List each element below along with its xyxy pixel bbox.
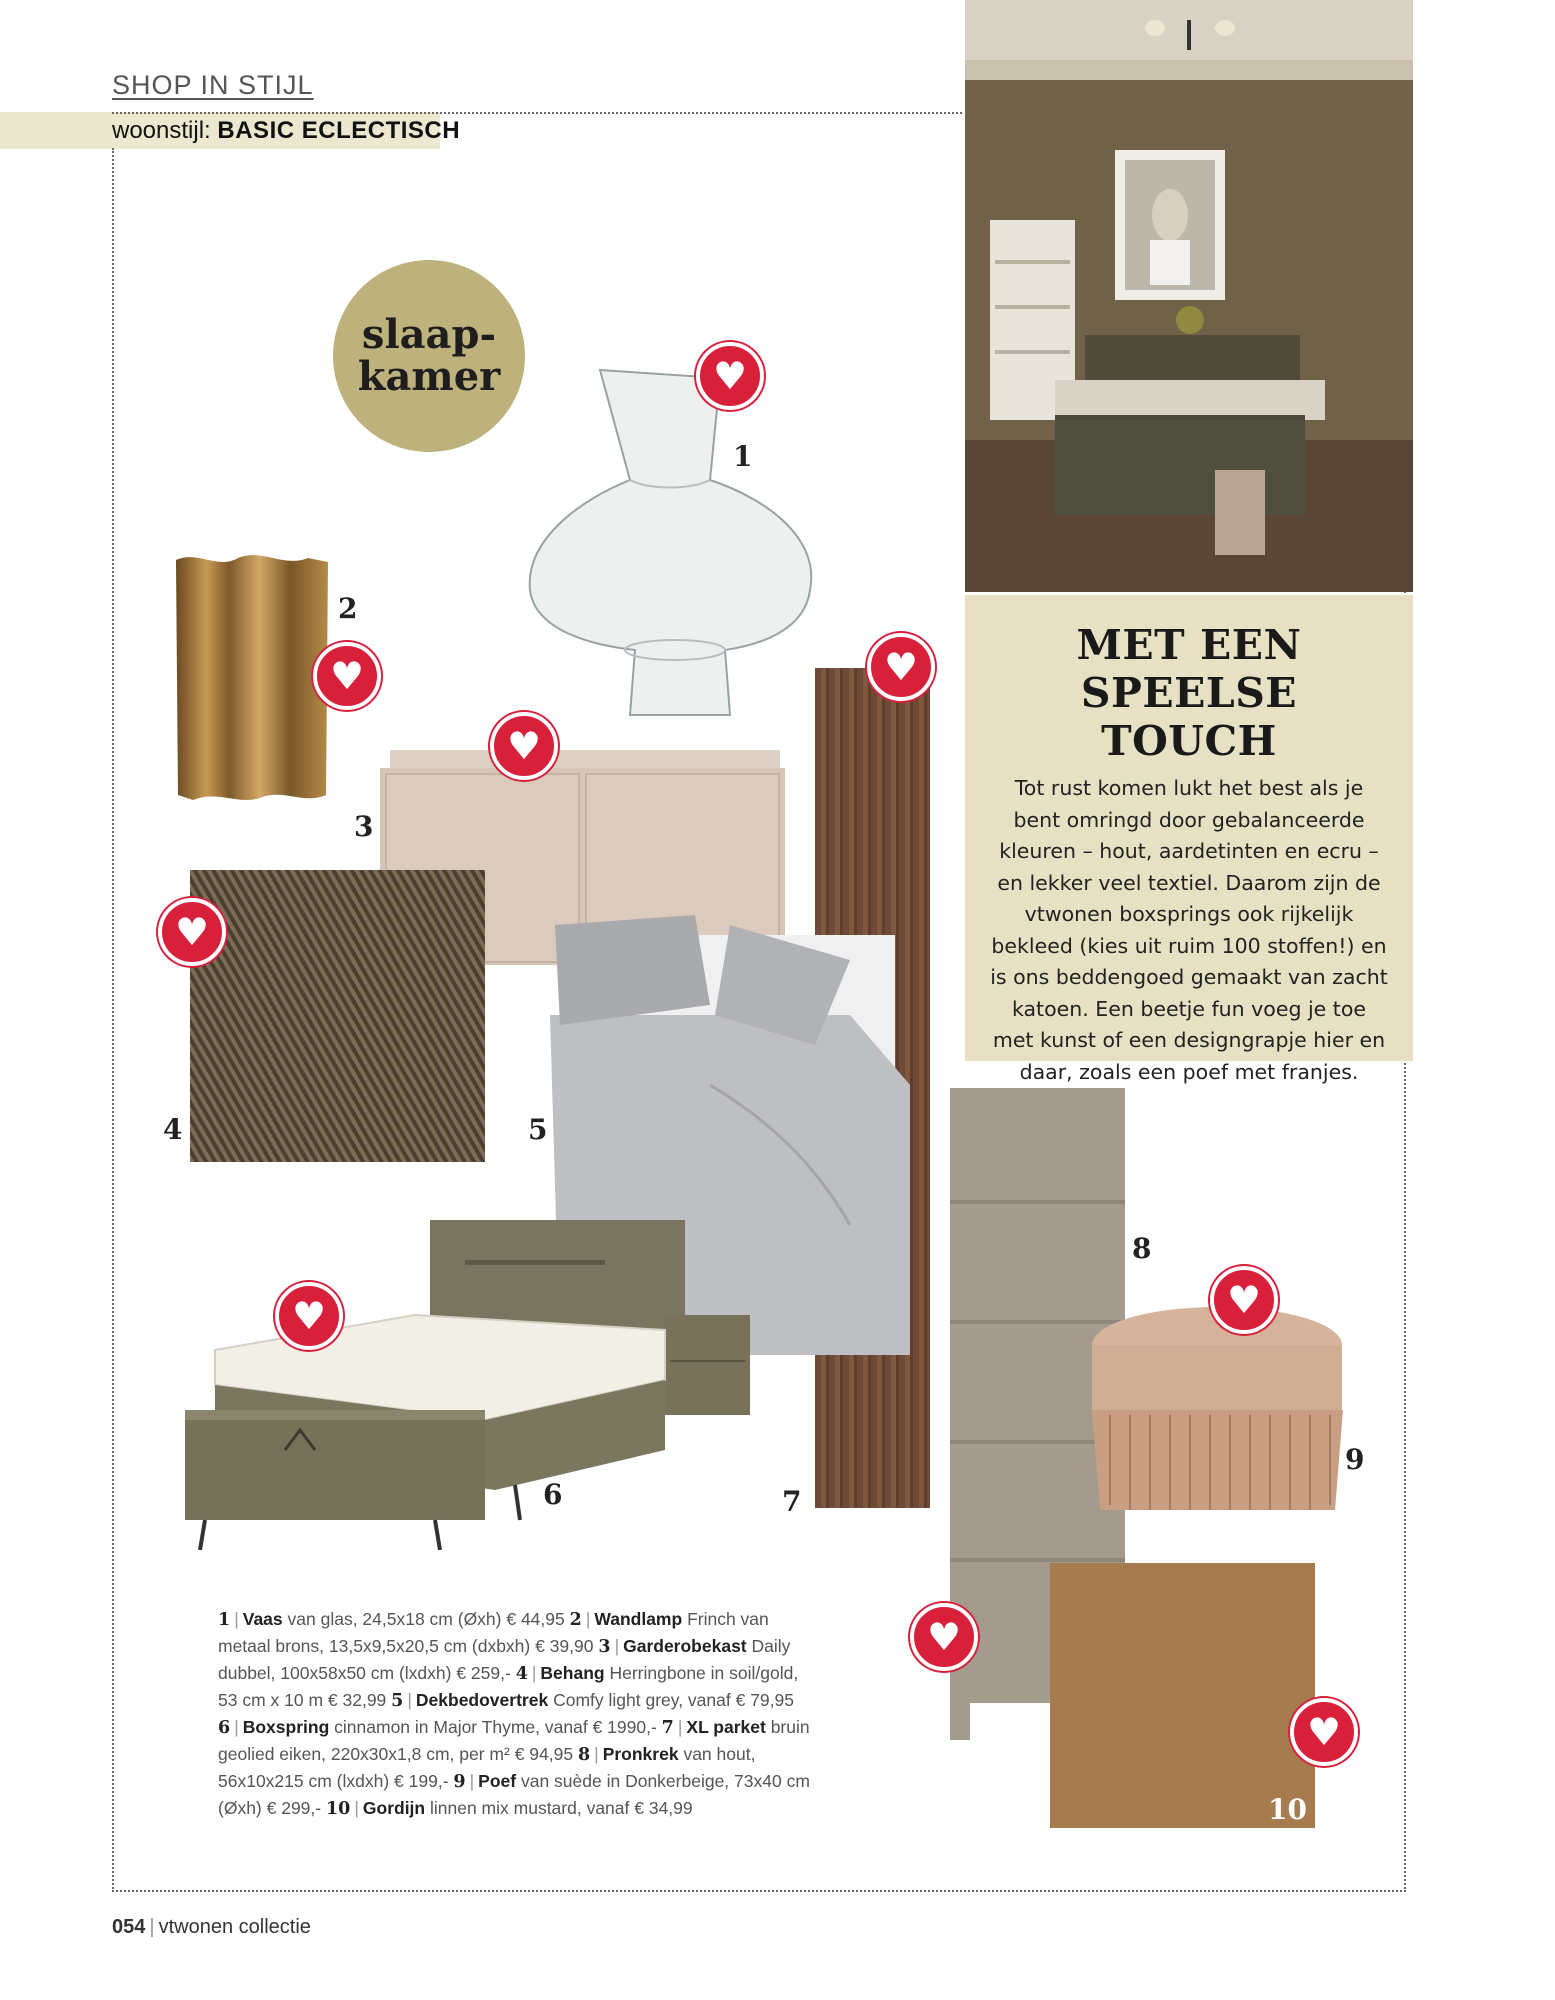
caption-2: 2 | Wandlamp Frinch van metaal brons, 13,5x9,5x20,5 cm (dxbxh) € 39,90 bbox=[218, 1609, 769, 1656]
favorite-heart-icon-7[interactable]: ♥ bbox=[867, 633, 935, 701]
favorite-heart-icon-1[interactable]: ♥ bbox=[696, 342, 764, 410]
caption-8: 8 | Pronkrek van hout, 56x10x215 cm (lxdxh) € 199,- bbox=[218, 1744, 756, 1791]
page-footer: 054 | vtwonen collectie bbox=[112, 1916, 311, 1938]
product-number-9: 9 bbox=[1345, 1443, 1365, 1476]
style-tag bbox=[112, 117, 460, 145]
caption-7: 7 | XL parket bruin geolied eiken, 220x30x1,8 cm, per m² € 94,95 bbox=[218, 1717, 810, 1764]
intro-title-line-1: MET EEN bbox=[1076, 621, 1302, 669]
product-curtain[interactable] bbox=[1050, 1563, 1315, 1828]
favorite-heart-icon-6[interactable]: ♥ bbox=[275, 1282, 343, 1350]
page-number: 054 bbox=[112, 1916, 146, 1938]
publication-name: vtwonen collectie bbox=[158, 1916, 311, 1938]
style-name: BASIC ECLECTISCH bbox=[217, 117, 461, 144]
product-number-7: 7 bbox=[782, 1485, 802, 1518]
product-number-6: 6 bbox=[543, 1478, 563, 1511]
favorite-heart-icon-8[interactable]: ♥ bbox=[910, 1603, 978, 1671]
product-number-4: 4 bbox=[163, 1113, 183, 1146]
product-number-2: 2 bbox=[338, 592, 358, 625]
room-badge bbox=[333, 260, 525, 452]
product-wall-lamp[interactable] bbox=[168, 550, 336, 805]
product-number-3: 3 bbox=[354, 810, 374, 843]
caption-3: 3 | Garderobekast Daily dubbel, 100x58x50 cm (lxdxh) € 259,- bbox=[218, 1636, 791, 1683]
caption-10: 10 | Gordijn linnen mix mustard, vanaf € 34,99 bbox=[325, 1798, 693, 1819]
product-number-10: 10 bbox=[1268, 1793, 1307, 1826]
intro-panel bbox=[965, 595, 1413, 1084]
intro-title bbox=[989, 621, 1389, 765]
product-number-1: 1 bbox=[733, 440, 753, 473]
section-label: SHOP IN STIJL bbox=[112, 70, 314, 100]
badge-line-1: slaap- bbox=[361, 311, 497, 358]
bedroom-photo bbox=[965, 0, 1413, 592]
product-number-8: 8 bbox=[1132, 1232, 1152, 1265]
caption-6: 6 | Boxspring cinnamon in Major Thyme, vanaf € 1990,- bbox=[218, 1717, 657, 1738]
caption-4: 4 | Behang Herringbone in soil/gold, 53 cm x 10 m € 32,99 bbox=[218, 1663, 799, 1710]
favorite-heart-icon-3[interactable]: ♥ bbox=[490, 712, 558, 780]
caption-9: 9 | Poef van suède in Donkerbeige, 73x40 cm (Øxh) € 299,- bbox=[218, 1771, 810, 1818]
favorite-heart-icon-4[interactable]: ♥ bbox=[158, 898, 226, 966]
product-boxspring[interactable] bbox=[185, 1220, 765, 1550]
caption-5: 5 | Dekbedovertrek Comfy light grey, vanaf € 79,95 bbox=[391, 1690, 794, 1711]
favorite-heart-icon-9[interactable]: ♥ bbox=[1210, 1266, 1278, 1334]
caption-1: 1 | Vaas van glas, 24,5x18 cm (Øxh) € 44,95 bbox=[218, 1609, 565, 1630]
intro-title-line-2: SPEELSE TOUCH bbox=[1080, 669, 1298, 765]
frame-top-line bbox=[112, 112, 962, 114]
favorite-heart-icon-10[interactable]: ♥ bbox=[1290, 1698, 1358, 1766]
product-pouf[interactable] bbox=[1090, 1305, 1345, 1520]
product-number-5: 5 bbox=[528, 1113, 548, 1146]
product-wallpaper[interactable] bbox=[190, 870, 485, 1162]
favorite-heart-icon-2[interactable]: ♥ bbox=[313, 642, 381, 710]
product-captions bbox=[218, 1606, 818, 1822]
intro-body: Tot rust komen lukt het best als je bent omringd door gebalanceerde kleuren – hout, aardetinten en ecru – en lekker veel textiel. Daarom zijn de vtwonen boxsprings ook rijkelijk bekleed (kies uit ruim 100 stoffen!) en is ons beddengoed gemaakt van zacht katoen. Een beetje fun voeg je toe met kunst of een designgrapje hier en daar, zoals een poef met franjes. bbox=[990, 776, 1388, 1084]
product-vase[interactable] bbox=[510, 360, 830, 730]
badge-line-2: kamer bbox=[357, 353, 501, 400]
style-prefix: woonstijl: bbox=[112, 117, 211, 144]
